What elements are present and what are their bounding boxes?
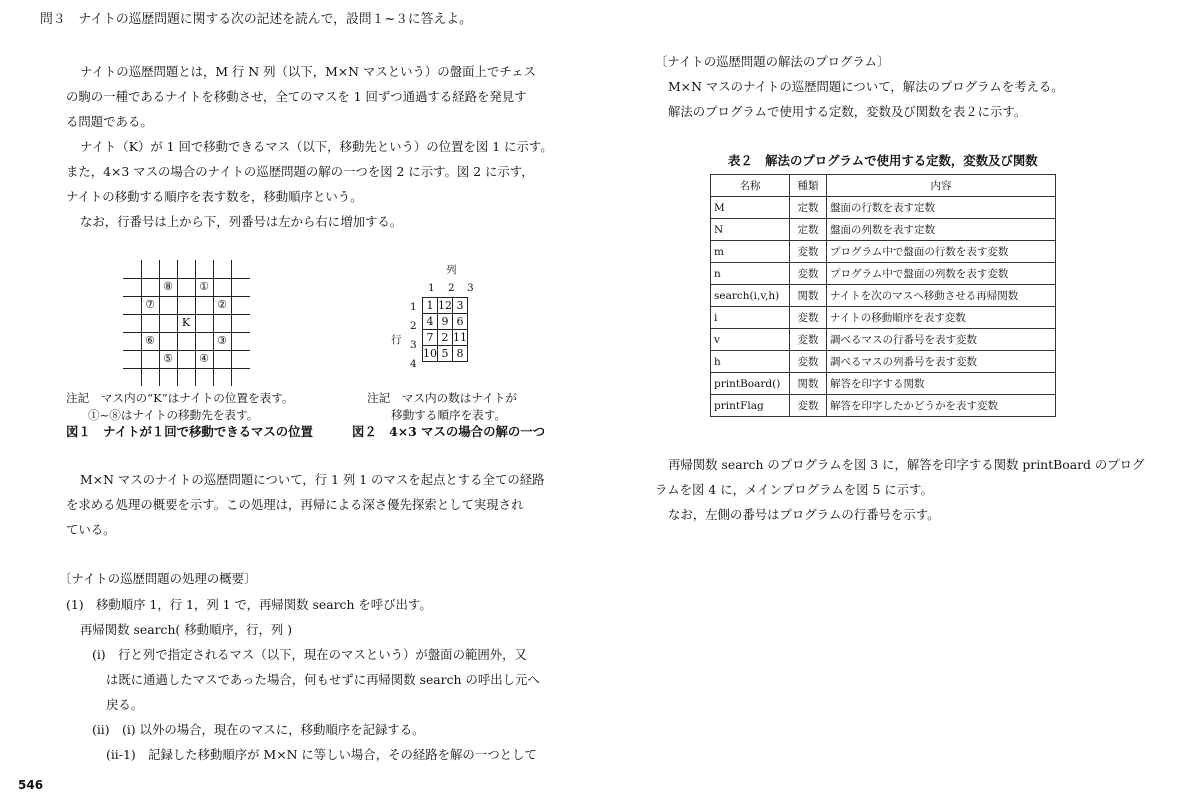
program-heading: 〔ナイトの巡歴問題の解法のプログラム〕: [655, 54, 890, 69]
fig2-cell: 1: [423, 298, 438, 314]
overview-line-3: (i) 行と列で指定されるマス（以下，現在のマスという）が盤面の範囲外，又: [92, 647, 527, 662]
fig2-col-1: 1: [428, 282, 435, 294]
fig2-note-2: 移動する順序を表す。: [391, 408, 507, 422]
cell-kind: 変数: [790, 263, 827, 285]
cell-name: v: [711, 329, 790, 351]
fig2-cell: 12: [438, 299, 452, 312]
fig2-cell: 11: [453, 331, 467, 344]
fig1-note-1: 注記 マス内の“K”はナイトの位置を表す。: [66, 391, 294, 405]
move-1: ①: [199, 280, 209, 293]
cell-kind: 関数: [790, 373, 827, 395]
table-row: [711, 395, 1056, 417]
intro-line-4: ナイト（K）が 1 回で移動できるマス（以下，移動先という）の位置を図 1 に示す。: [80, 139, 553, 154]
fig2-cell: 8: [453, 346, 468, 362]
fig2-cell: 9: [438, 314, 453, 330]
table-row: [711, 241, 1056, 263]
fig2-row-1: 1: [410, 301, 417, 313]
fig2-cell: 7: [423, 330, 438, 346]
cell-content: プログラム中で盤面の列数を表す変数: [827, 263, 1056, 285]
table-row: [711, 329, 1056, 351]
cell-name: m: [711, 241, 790, 263]
cell-name: i: [711, 307, 790, 329]
col-header-name: 名称: [711, 175, 790, 197]
overview-line-1: (1) 移動順序 1，行 1，列 1 で，再帰関数 search を呼び出す。: [66, 597, 432, 612]
table2-caption: 表２ 解法のプログラムで使用する定数，変数及び関数: [728, 153, 1038, 168]
overview-line-5: 戻る。: [106, 697, 144, 712]
cell-content: 解答を印字したかどうかを表す変数: [827, 395, 1056, 417]
cell-name: M: [711, 197, 790, 219]
move-4: ④: [199, 352, 209, 365]
fig2-row-2: 2: [410, 320, 417, 332]
fig2-caption: 図２ 4×3 マスの場合の解の一つ: [352, 424, 546, 439]
program-line-1: M×N マスのナイトの巡歴問題について，解法のプログラムを考える。: [668, 79, 1064, 94]
cell-name: printFlag: [711, 395, 790, 417]
cell-kind: 定数: [790, 197, 827, 219]
fig2-cell: 3: [453, 298, 468, 314]
fig2-col-header: 列: [446, 264, 457, 276]
knight-position: K: [181, 316, 191, 329]
after-figs-line-1: M×N マスのナイトの巡歴問題について，行 1 列 1 のマスを起点とする全ての経路: [80, 472, 545, 487]
cell-content: 盤面の行数を表す定数: [827, 197, 1056, 219]
intro-line-3: る問題である。: [66, 114, 153, 129]
cell-content: 調べるマスの列番号を表す変数: [827, 351, 1056, 373]
cell-content: 調べるマスの行番号を表す変数: [827, 329, 1056, 351]
fig2-cell: 4: [423, 314, 438, 330]
fig2-note-1: 注記 マス内の数はナイトが: [367, 391, 517, 405]
intro-line-7: なお，行番号は上から下，列番号は左から右に増加する。: [80, 214, 403, 229]
cell-kind: 変数: [790, 241, 827, 263]
cell-name: N: [711, 219, 790, 241]
intro-line-2: の駒の一種であるナイトを移動させ，全てのマスを 1 回ずつ通過する経路を発見す: [66, 89, 527, 104]
cell-kind: 変数: [790, 307, 827, 329]
cell-kind: 関数: [790, 285, 827, 307]
cell-content: 盤面の列数を表す定数: [827, 219, 1056, 241]
fig2-cell: 2: [438, 330, 453, 346]
program-line-2: 解法のプログラムで使用する定数，変数及び関数を表２に示す。: [668, 104, 1027, 119]
cell-content: プログラム中で盤面の行数を表す変数: [827, 241, 1056, 263]
table-header-row: [711, 175, 1056, 197]
table-row: [711, 197, 1056, 219]
fig2-grid: [422, 297, 468, 362]
intro-line-5: また，4×3 マスの場合のナイトの巡歴問題の解の一つを図 2 に示す。図 2 に示す，: [66, 164, 534, 179]
cell-kind: 変数: [790, 395, 827, 417]
fig2-cell: 6: [453, 314, 468, 330]
cell-content: ナイトの移動順序を表す変数: [827, 307, 1056, 329]
closing-line-2: ラムを図 4 に，メインプログラムを図 5 に示す。: [655, 482, 933, 497]
fig2-row-3: 3: [410, 339, 417, 351]
fig2-col-2: 2: [448, 282, 455, 294]
table-row: [711, 219, 1056, 241]
fig1-caption: 図１ ナイトが１回で移動できるマスの位置: [66, 424, 313, 439]
move-5: ⑤: [163, 352, 173, 365]
closing-line-1: 再帰関数 search のプログラムを図 3 に，解答を印字する関数 printBoard のプログ: [668, 457, 1145, 472]
fig2-row-header: 行: [391, 334, 402, 346]
overview-line-7: (ii-1) 記録した移動順序が M×N に等しい場合，その経路を解の一つとして: [106, 747, 537, 762]
fig2-col-3: 3: [467, 282, 474, 294]
overview-line-2: 再帰関数 search( 移動順序，行，列 ): [80, 622, 293, 637]
table-row: [711, 307, 1056, 329]
overview-heading: 〔ナイトの巡歴問題の処理の概要〕: [59, 571, 257, 586]
col-header-content: 内容: [827, 175, 1056, 197]
overview-line-4: は既に通過したマスであった場合，何もせずに再帰関数 search の呼出し元へ: [106, 672, 540, 687]
fig2-cell: 5: [438, 346, 453, 362]
move-7: ⑦: [145, 298, 155, 311]
question-header: 問３ ナイトの巡歴問題に関する次の記述を読んで，設問１~３に答えよ。: [40, 12, 472, 27]
fig2-row-4: 4: [410, 358, 417, 370]
table-row: [711, 285, 1056, 307]
table-row: [711, 263, 1056, 285]
intro-line-6: ナイトの移動する順序を表す数を，移動順序という。: [66, 189, 363, 204]
move-2: ②: [217, 298, 227, 311]
intro-line-1: ナイトの巡歴問題とは，M 行 N 列（以下，M×N マスという）の盤面上でチェス: [80, 64, 537, 79]
table-row: [711, 373, 1056, 395]
cell-name: printBoard(): [711, 373, 790, 395]
cell-content: ナイトを次のマスへ移動させる再帰関数: [827, 285, 1056, 307]
col-header-kind: 種類: [790, 175, 827, 197]
fig2-cell: 10: [423, 347, 437, 360]
fig1-note-2: ①~⑧はナイトの移動先を表す。: [88, 408, 259, 422]
cell-kind: 変数: [790, 329, 827, 351]
cell-name: search(i,v,h): [711, 285, 790, 307]
cell-name: h: [711, 351, 790, 373]
after-figs-line-2: を求める処理の概要を示す。この処理は，再帰による深さ優先探索として実現され: [66, 497, 524, 512]
move-8: ⑧: [163, 280, 173, 293]
cell-content: 解答を印字する関数: [827, 373, 1056, 395]
move-3: ③: [217, 334, 227, 347]
table2: [710, 174, 1056, 417]
table-row: [711, 351, 1056, 373]
cell-kind: 定数: [790, 219, 827, 241]
cell-kind: 変数: [790, 351, 827, 373]
closing-line-3: なお，左側の番号はプログラムの行番号を示す。: [668, 507, 940, 522]
after-figs-line-3: ている。: [66, 522, 116, 537]
page-number: 546: [18, 778, 44, 792]
cell-name: n: [711, 263, 790, 285]
move-6: ⑥: [145, 334, 155, 347]
overview-line-6: (ii) (i) 以外の場合，現在のマスに，移動順序を記録する。: [92, 722, 425, 737]
